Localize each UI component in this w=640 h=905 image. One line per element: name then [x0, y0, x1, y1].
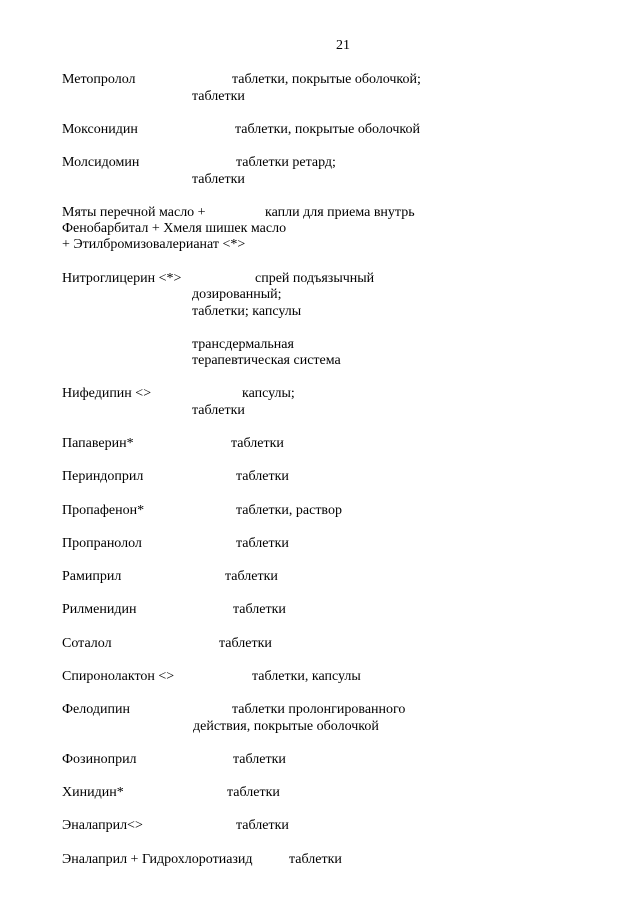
dosage-form: таблетки [192, 403, 245, 418]
drug-name-moxonidine: Моксонидин [62, 122, 138, 137]
dosage-form: таблетки [236, 469, 289, 484]
dosage-form: таблетки пролонгированного [232, 702, 406, 717]
drug-name-felodipine: Фелодипин [62, 702, 130, 717]
drug-name-combination-line: Мяты перечной масло + [62, 205, 206, 220]
drug-name-nitroglycerin: Нитроглицерин <*> [62, 271, 182, 286]
drug-name-rilmenidine: Рилменидин [62, 602, 137, 617]
dosage-form: таблетки [233, 602, 286, 617]
dosage-form: таблетки [289, 852, 342, 867]
dosage-form: таблетки [219, 636, 272, 651]
drug-name-sotalol: Соталол [62, 636, 112, 651]
drug-name-papaverine: Папаверин* [62, 436, 134, 451]
drug-name-combination-line: + Этилбромизовалерианат <*> [62, 237, 246, 252]
dosage-form: таблетки [236, 818, 289, 833]
dosage-form: таблетки [192, 172, 245, 187]
dosage-form: капли для приема внутрь [265, 205, 415, 220]
dosage-form: таблетки, покрытые оболочкой; [232, 72, 421, 87]
dosage-form: таблетки, капсулы [252, 669, 361, 684]
drug-name-fosinopril: Фозиноприл [62, 752, 137, 767]
drug-name-spironolactone: Спиронолактон <> [62, 669, 175, 684]
dosage-form: таблетки ретард; [236, 155, 336, 170]
drug-name-combination-line: Фенобарбитал + Хмеля шишек масло [62, 221, 287, 236]
dosage-form: дозированный; [192, 287, 282, 302]
dosage-form: таблетки [231, 436, 284, 451]
drug-name-enalapril: Эналаприл<> [62, 818, 143, 833]
dosage-form: трансдермальная [192, 337, 294, 352]
drug-name-metoprolol: Метопролол [62, 72, 136, 87]
dosage-form: таблетки [225, 569, 278, 584]
drug-name-perindopril: Периндоприл [62, 469, 144, 484]
drug-name-propafenone: Пропафенон* [62, 503, 145, 518]
drug-name-molsidomine: Молсидомин [62, 155, 140, 170]
dosage-form: капсулы; [242, 386, 295, 401]
dosage-form: таблетки; капсулы [192, 304, 302, 319]
dosage-form: таблетки [227, 785, 280, 800]
drug-name-ramipril: Рамиприл [62, 569, 122, 584]
dosage-form: терапевтическая система [192, 353, 341, 368]
dosage-form: таблетки [233, 752, 286, 767]
dosage-form: спрей подъязычный [255, 271, 375, 286]
page-number: 21 [336, 38, 350, 53]
drug-name-quinidine: Хинидин* [62, 785, 124, 800]
dosage-form: действия, покрытые оболочкой [193, 719, 379, 734]
dosage-form: таблетки, покрытые оболочкой [235, 122, 421, 137]
dosage-form: таблетки, раствор [236, 503, 342, 518]
drug-name-nifedipine: Нифедипин <> [62, 386, 152, 401]
dosage-form: таблетки [236, 536, 289, 551]
drug-name-enalapril-hydrochlorothiazide: Эналаприл + Гидрохлоротиазид [62, 852, 253, 867]
drug-name-propranolol: Пропранолол [62, 536, 142, 551]
dosage-form: таблетки [192, 89, 245, 104]
